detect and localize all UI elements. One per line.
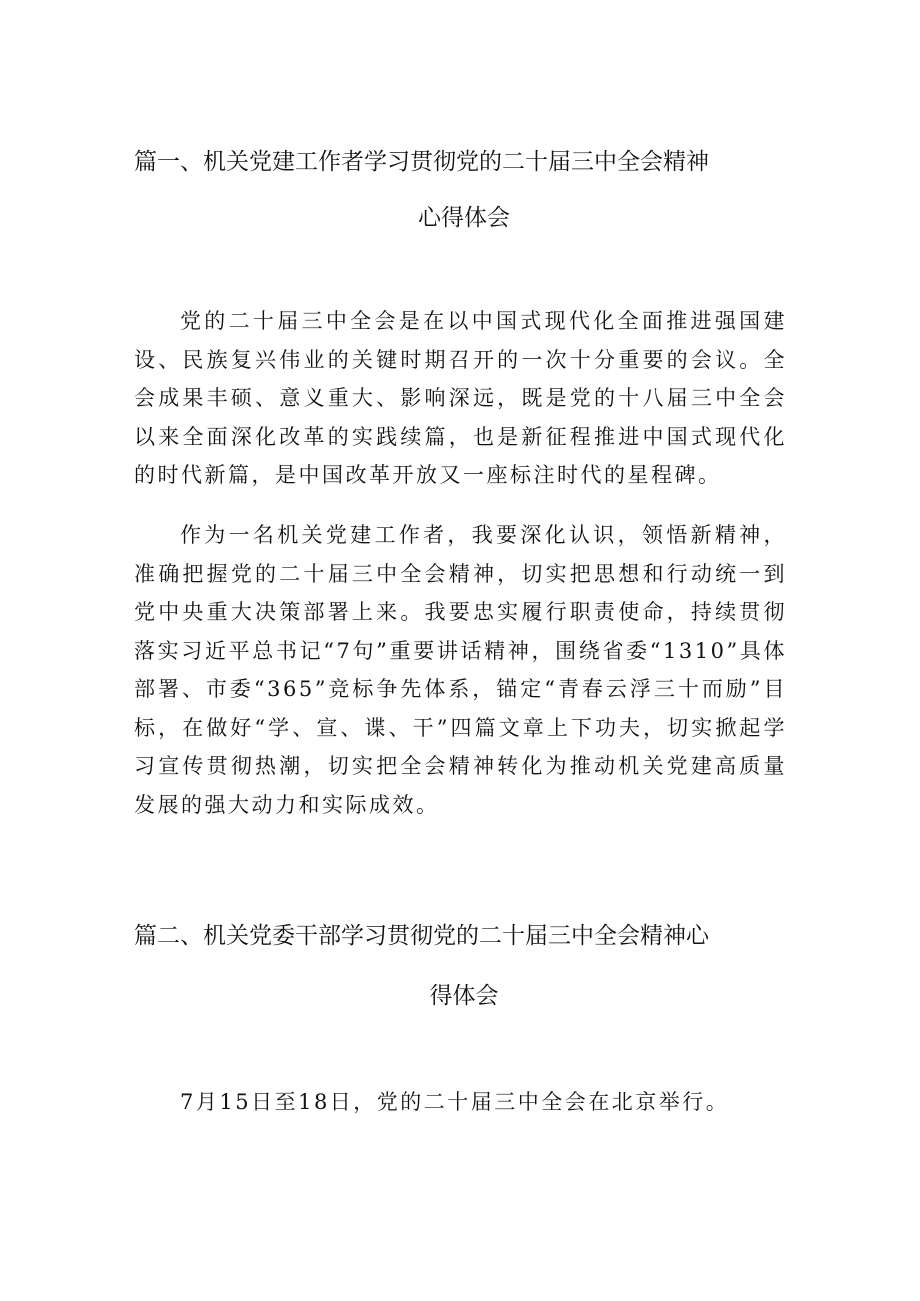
section-2-heading — [134, 921, 794, 1011]
section-1-paragraph-2: 作为一名机关党建工作者，我要深化认识，领悟新精神，准确把握党的二十届三中全会精神，切实把思想和行动统一到党中央重大决策部署上来。我要忠实履行职责使命，持续贯彻落实习近平总书记“7句”重要讲话精神，围绕省委“1310”具体部署、市委“365”竞标争先体系，锚定“青春云浮三十而励”目标，在做好“学、宣、谍、干”四篇文章上下功夫，切实掀起学习宣传贯彻热潮，切实把全会精神转化为推动机关党建高质量发展的强大动力和实际成效。 — [134, 523, 787, 817]
section-1-heading-line1: 篇一、机关党建工作者学习贯彻党的二十届三中全会精神 — [134, 149, 709, 175]
section-1-heading — [134, 147, 794, 233]
section-2-paragraph-1: 7月15日至18日，党的二十届三中全会在北京举行。 — [180, 1090, 730, 1114]
section-2-heading-line2: 得体会 — [429, 983, 499, 1009]
section-1-paragraph-1: 党的二十届三中全会是在以中国式现代化全面推进强国建设、民族复兴伟业的关键时期召开的一次十分重要的会议。全会成果丰硕、意义重大、影响深远，既是党的十八届三中全会以来全面深化改革的实践续篇，也是新征程推进中国式现代化的时代新篇，是中国改革开放又一座标注时代的星程碑。 — [134, 309, 787, 487]
section-2-heading-line1: 篇二、机关党委干部学习贯彻党的二十届三中全会精神心 — [134, 923, 709, 949]
section-1-heading-line2: 心得体会 — [418, 205, 510, 231]
